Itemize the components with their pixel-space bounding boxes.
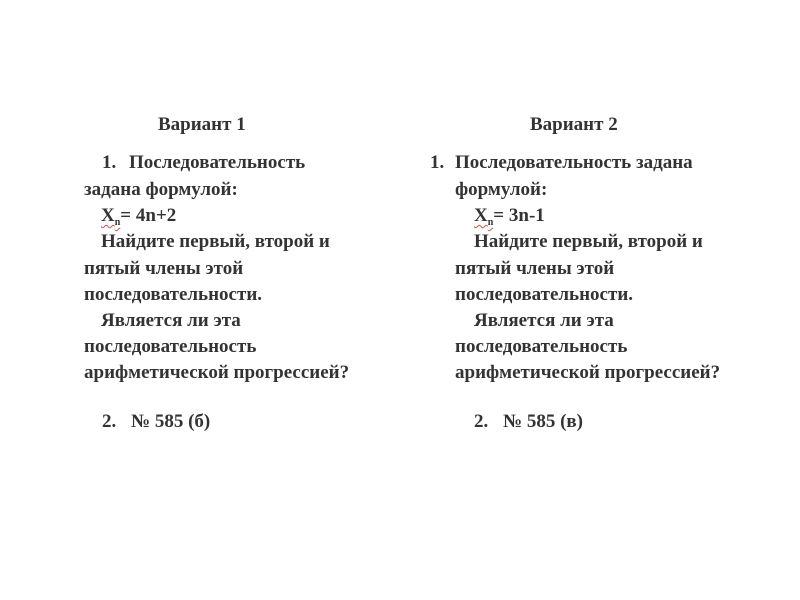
variant-1-question-line-1: Найдите первый, второй и	[101, 231, 330, 252]
variant-2-task-1-line-2: формулой:	[455, 179, 548, 200]
variant-1-task-1-line-1: Последовательность	[129, 152, 306, 173]
variant-1-task-2-number: 2.	[102, 411, 117, 432]
variant-2-task-1-number: 1.	[430, 152, 445, 173]
variant-2-question-line-4: Является ли эта	[474, 310, 614, 331]
variant-1-formula-variable: X	[101, 205, 115, 226]
variant-2-task-2-number: 2.	[474, 411, 489, 432]
variant-2-title: Вариант 2	[530, 114, 618, 135]
variant-1-question-line-6: арифметической прогрессией?	[84, 362, 350, 383]
variant-2-question-line-1: Найдите первый, второй и	[474, 231, 703, 252]
variant-1-formula-subscript: n	[114, 217, 121, 228]
variant-2-formula-subscript: n	[487, 217, 494, 228]
variant-2-task-1-line-1: Последовательность задана	[455, 152, 693, 173]
variant-1-task-2-text: № 585 (б)	[131, 411, 211, 432]
variant-2-question-line-5: последовательность	[455, 336, 628, 357]
variant-1-formula-rhs: = 4n+2	[120, 205, 177, 226]
variant-1-question-line-4: Является ли эта	[101, 310, 241, 331]
variant-2-question-line-2: пятый члены этой	[455, 258, 615, 279]
variant-2-question-line-3: последовательности.	[455, 284, 634, 305]
variant-2-formula-rhs: = 3n-1	[493, 205, 545, 226]
variant-1-question-line-2: пятый члены этой	[84, 258, 244, 279]
variant-1-formula	[101, 206, 176, 228]
variant-2-formula-variable: X	[474, 205, 488, 226]
variant-1-task-1-number: 1.	[102, 152, 117, 173]
variant-1-question-line-5: последовательность	[84, 336, 257, 357]
variant-2-formula	[474, 206, 545, 228]
variant-1-title: Вариант 1	[158, 114, 246, 135]
variant-2-question-line-6: арифметической прогрессией?	[455, 362, 721, 383]
variant-1-task-1-line-2: задана формулой:	[84, 179, 238, 200]
variant-2-task-2-text: № 585 (в)	[503, 411, 584, 432]
variant-1-question-line-3: последовательности.	[84, 284, 263, 305]
